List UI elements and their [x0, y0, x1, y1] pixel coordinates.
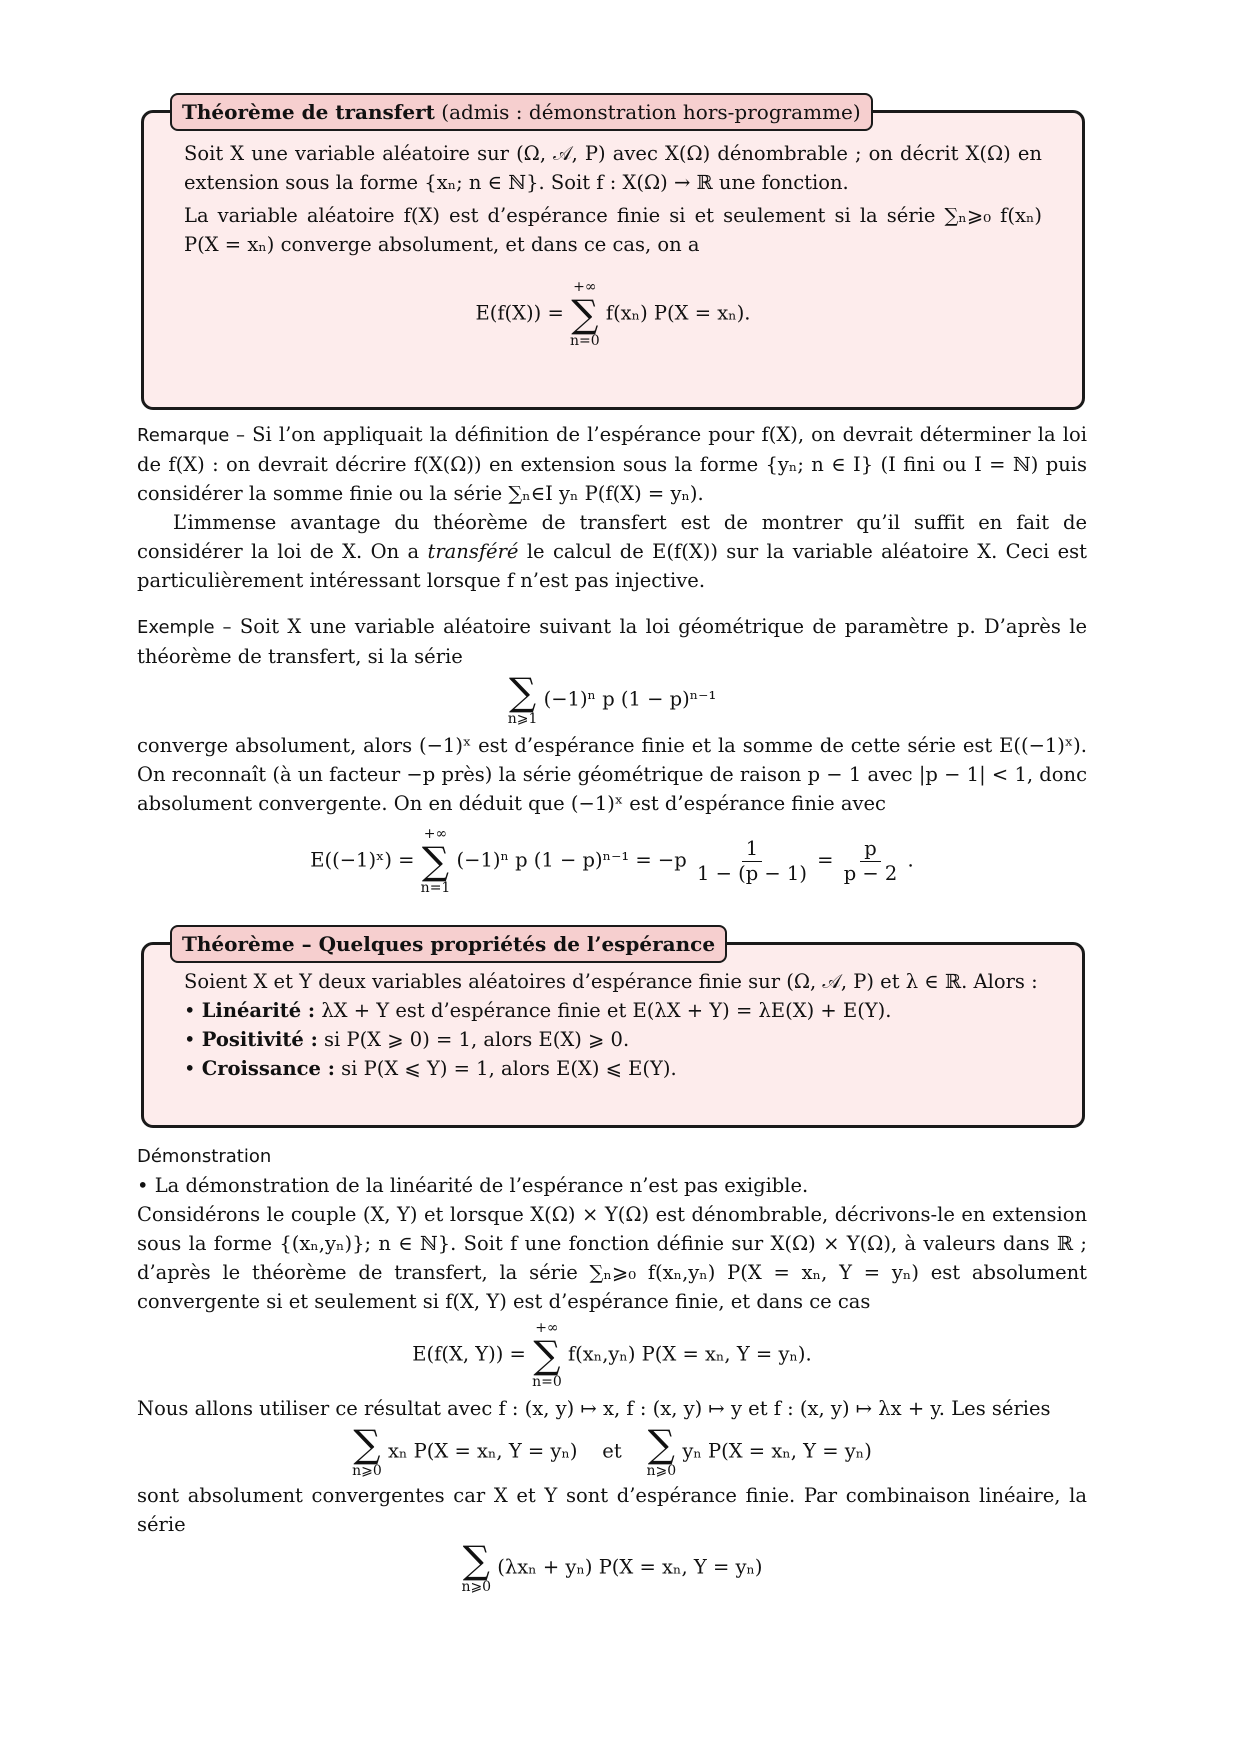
remarque-text: Si l’on appliquait la définition de l’espérance pour f(X), on devrait déterminer la loi de f(X) : on devrait décrire f(X(Ω)) en extension sous la forme {yₙ; n ∈ I} (I fini ou I = ℕ) puis considérer la somme finie ou la série ∑ₙ∈I yₙ P(f(X) = yₙ).	[137, 423, 1087, 505]
demonstration-label: Démonstration	[137, 1146, 272, 1167]
demo-eq-sum-top: +∞	[535, 1320, 559, 1336]
demo-s3-term: (λxₙ + yₙ) P(X = xₙ, Y = yₙ)	[497, 1555, 763, 1579]
demo-s-and: et	[602, 1439, 622, 1463]
exemple-equation	[137, 826, 1087, 896]
demo-s1-term: xₙ P(X = xₙ, Y = yₙ)	[388, 1439, 578, 1463]
exemple-series-term: (−1)ⁿ p (1 − p)ⁿ⁻¹	[543, 687, 717, 711]
transfert-sum-top: +∞	[573, 279, 597, 295]
demonstration-equation	[137, 1320, 1087, 1390]
transfert-eq-left: E(f(X)) =	[475, 301, 564, 325]
exemple-series	[137, 670, 1087, 727]
demonstration-p3: sont absolument convergentes car X et Y sont d’espérance finie. Par combinaison linéaire, la série	[137, 1484, 1087, 1536]
theorem-props-intro: Soient X et Y deux variables aléatoires d’espérance finie sur (Ω, 𝒜, P) et λ ∈ ℝ. Alors :	[184, 970, 1038, 993]
transfert-sum-bottom: n=0	[570, 333, 600, 349]
props-item-positivite: • Positivité : si P(X ⩾ 0) = 1, alors E(X) ⩾ 0.	[184, 1028, 630, 1051]
exemple-paragraph	[137, 612, 1087, 671]
exemple-frac2-den: p − 2	[843, 861, 898, 885]
props-item-text: λX + Y est d’espérance finie et E(λX + Y) = λE(X) + E(Y).	[321, 999, 892, 1022]
sigma-symbol: ∑	[647, 1422, 675, 1466]
exemple-text: Soit X une variable aléatoire suivant la loi géométrique de paramètre p. D’après le théorème de transfert, si la série	[137, 615, 1087, 668]
props-item-label: Linéarité :	[201, 999, 316, 1022]
exemple-eq-sum-top: +∞	[423, 826, 448, 842]
theorem-props-block	[137, 932, 1087, 1128]
exemple-series-sum	[507, 670, 538, 727]
demo-s3-sum	[461, 1538, 492, 1595]
demonstration-bullet-text: La démonstration de la linéarité de l’espérance n’est pas exigible.	[154, 1174, 809, 1197]
theorem-props-title-bold: Théorème – Quelques propriétés de l’espérance	[182, 932, 716, 956]
exemple-frac2-num: p	[860, 837, 880, 862]
exemple-paragraph-2: converge absolument, alors (−1)ˣ est d’espérance finie et la somme de cette série est E((−1)ˣ). On reconnaît (à un facteur −p près) la série géométrique de raison p − 1 avec |p − 1| < 1, donc absolument convergente. On en déduit que (−1)ˣ est d’espérance finie avec	[137, 734, 1087, 815]
demo-s2-term: yₙ P(X = xₙ, Y = yₙ)	[682, 1439, 872, 1463]
remarque-p2-em: transféré	[427, 540, 519, 563]
sigma-symbol: ∑	[462, 1538, 490, 1582]
props-item-text: si P(X ⩾ 0) = 1, alors E(X) ⩾ 0.	[324, 1028, 630, 1051]
props-item-text: si P(X ⩽ Y) = 1, alors E(X) ⩽ E(Y).	[341, 1057, 677, 1080]
demo-eq-sum	[532, 1320, 562, 1390]
demonstration-two-series	[137, 1422, 1087, 1479]
demo-eq-left: E(f(X, Y)) =	[412, 1342, 526, 1366]
sigma-symbol: ∑	[508, 670, 537, 714]
remarque-p2-b: le calcul de E(f(X)) sur la variable aléatoire X. Ceci est particulièrement intéressant lorsque f n’est pas injective.	[137, 540, 1088, 592]
exemple-eq-left: E((−1)ˣ) =	[310, 848, 415, 872]
sigma-symbol: ∑	[571, 292, 599, 336]
exemple-eq-sum	[421, 826, 451, 896]
demo-s1-sum	[352, 1422, 382, 1479]
exemple-frac1-num: 1	[742, 837, 762, 862]
theorem-transfert-title-bold: Théorème de transfert	[182, 100, 435, 124]
props-item-croissance: • Croissance : si P(X ⩽ Y) = 1, alors E(X) ⩽ E(Y).	[184, 1057, 677, 1080]
transfert-sum	[570, 279, 600, 349]
demo-eq-right: f(xₙ,yₙ) P(X = xₙ, Y = yₙ).	[567, 1342, 812, 1366]
remarque-p2-a: L’immense avantage du théorème de transfert est de montrer qu’il suffit en fait de considérer la loi de X. On a	[137, 511, 1087, 563]
theorem-transfert-title	[170, 93, 873, 131]
sigma-symbol: ∑	[353, 1422, 381, 1466]
sigma-symbol: ∑	[533, 1333, 561, 1377]
demo-s2-bottom: n⩾0	[646, 1463, 677, 1479]
props-item-label: Croissance :	[201, 1057, 335, 1080]
exemple-eq-mid: (−1)ⁿ p (1 − p)ⁿ⁻¹ = −p	[456, 848, 687, 872]
demonstration-block	[137, 1142, 1087, 1597]
transfert-eq-right: f(xₙ) P(X = xₙ).	[605, 301, 751, 325]
exemple-eq-sum-bottom: n=1	[420, 880, 451, 896]
theorem-transfert-title-rest: (admis : démonstration hors-programme)	[441, 100, 861, 124]
remarque-paragraph	[137, 420, 1087, 508]
demonstration-bullet: • La démonstration de la linéarité de l’espérance n’est pas exigible.	[137, 1174, 809, 1197]
exemple-frac-2	[840, 837, 902, 886]
theorem-props-title	[170, 925, 727, 963]
exemple-series-bottom: n⩾1	[507, 711, 538, 727]
demonstration-p2: Nous allons utiliser ce résultat avec f : (x, y) ↦ x, f : (x, y) ↦ y et f : (x, y) ↦ λx + y. Les séries	[137, 1397, 1051, 1420]
remarque-paragraph-2	[137, 508, 1087, 595]
theorem-transfert-p2: La variable aléatoire f(X) est d’espérance finie si et seulement si la série ∑ₙ⩾₀ f(xₙ) P(X = xₙ) converge absolument, et dans ce cas, on a	[184, 204, 1042, 256]
sigma-symbol: ∑	[421, 839, 450, 883]
exemple-label: Exemple –	[137, 617, 232, 638]
demo-eq-sum-bottom: n=0	[532, 1374, 562, 1390]
demo-s2-sum	[646, 1422, 677, 1479]
theorem-transfert-p1: Soit X une variable aléatoire sur (Ω, 𝒜, P) avec X(Ω) dénombrable ; on décrit X(Ω) en extension sous la forme {xₙ; n ∈ ℕ}. Soit f : X(Ω) → ℝ une fonction.	[184, 142, 1042, 194]
demonstration-p1: Considérons le couple (X, Y) et lorsque X(Ω) × Y(Ω) est dénombrable, décrivons-le en extension sous la forme {(xₙ,yₙ)}; n ∈ ℕ}. Soit f une fonction définie sur X(Ω) × Y(Ω), à valeurs dans ℝ ; d’après le théorème de transfert, la série ∑ₙ⩾₀ f(xₙ,yₙ) P(X = xₙ, Y = yₙ) est absolument convergente si et seulement si f(X, Y) est d’espérance finie, et dans ce cas	[137, 1203, 1087, 1313]
exemple-eq-eq: =	[817, 848, 834, 872]
exemple-eq-end: .	[907, 848, 914, 872]
demo-s1-bottom: n⩾0	[352, 1463, 382, 1479]
exemple-frac-1	[693, 837, 811, 886]
exemple-block	[137, 612, 1087, 906]
demo-s3-bottom: n⩾0	[461, 1579, 492, 1595]
remarque-label: Remarque –	[137, 425, 245, 446]
exemple-frac1-den: 1 − (p − 1)	[696, 861, 807, 885]
props-item-linearite: • Linéarité : λX + Y est d’espérance finie et E(λX + Y) = λE(X) + E(Y).	[184, 999, 892, 1022]
remarque-block	[137, 420, 1087, 595]
theorem-transfert-block	[137, 100, 1087, 410]
demonstration-series-3	[137, 1538, 1087, 1595]
theorem-transfert-box	[141, 100, 1085, 410]
props-item-label: Positivité :	[201, 1028, 318, 1051]
theorem-props-box	[141, 932, 1085, 1128]
theorem-transfert-equation	[184, 279, 1042, 349]
